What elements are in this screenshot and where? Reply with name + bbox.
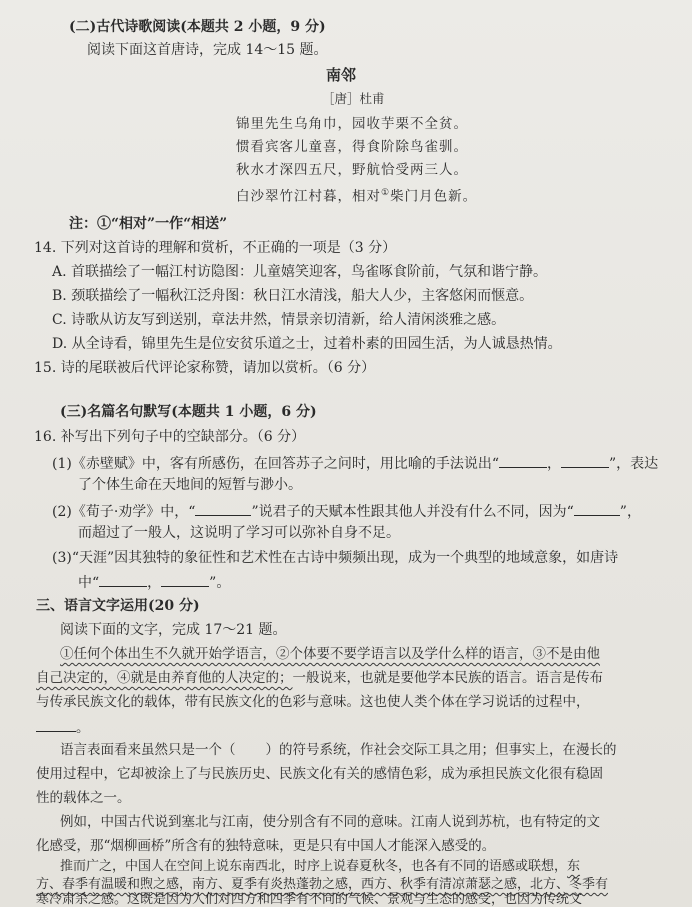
passage-p2-text-a: 语言表面看来虽然只是一个（ <box>60 742 236 758</box>
passage-p3-line-1: 例如，中国古代说到塞北与江南，使分别含有不同的意味。江南人说到苏杭，也有特定的文 <box>60 814 600 830</box>
passage-period: 。 <box>76 720 90 736</box>
q16-sentence-3-cont <box>78 572 230 592</box>
poem-line-2: 惯看宾客儿童喜，得食阶除鸟雀驯。 <box>236 139 468 155</box>
q16-s1-comma: ， <box>547 456 561 472</box>
passage-blank-1[interactable] <box>36 717 76 732</box>
q14-option-a: A. 首联描绘了一幅江村访隐图：儿童嬉笑迎客，鸟雀啄食阶前，气氛和谐宁静。 <box>52 264 548 280</box>
poem-line-4-head: 白沙翠竹江村暮，相对 <box>236 188 381 205</box>
section3-header: (三)名篇名句默写(本题共 1 小题，6 分) <box>60 404 317 420</box>
passage-p4-text-b: 东 <box>567 859 581 874</box>
passage-p1-line-3: 与传承民族文化的载体，带有民族文化的色彩与意味。这也使人类个体在学习说话的过程中， <box>36 694 590 710</box>
passage-p1-line-1-text: ①任何个体出生不久就开始学语言，②个体要不要学语言以及学什么样的语言，③不是由他 <box>60 646 600 662</box>
passage-p2-line-3: 性的载体之一。 <box>36 790 131 806</box>
poem-author: ［唐］杜甫 <box>322 91 385 106</box>
poem-note: 注：①“相对”一作“相送” <box>69 216 228 232</box>
passage-p4-line-3-rest: 这既是因为人们对四方和四季有不同的气候、景观与生态的感受，也因为传统文 <box>127 892 583 907</box>
part3-instruction: 阅读下面的文字，完成 17～21 题。 <box>60 622 287 638</box>
passage-p1-line-2-underlined: 自己决定的，④就是由养育他的人决定的； <box>36 670 293 686</box>
passage-p4-text-a: 推而广之，中国人在空间上说东南西北，时序上说春夏秋冬，也各有不同的语感或联想， <box>60 859 568 874</box>
passage-p2-line-2: 使用过程中，它却被涂上了与民族历史、民族文化有关的感情色彩，成为承担民族文化很有稳固 <box>36 766 603 782</box>
q16-sentence-2 <box>52 501 641 521</box>
q16-s2-text-b: ”说君子的天赋本性跟其他人并没有什么不同，因为“ <box>251 504 574 520</box>
q16-blank-1[interactable] <box>499 453 547 468</box>
q16-s2-text-c: ”， <box>619 504 641 520</box>
q16-blank-6[interactable] <box>161 572 209 587</box>
poem-line-4-tail: 柴门月色新。 <box>390 188 478 205</box>
passage-p4-line-3 <box>36 893 582 907</box>
passage-p3-line-2: 化感受，那“烟柳画桥”所含有的独特意味，更是只有中国人才能深入感受的。 <box>36 838 496 854</box>
passage-p4-line-1 <box>60 858 580 876</box>
q14-option-b: B. 颈联描绘了一幅秋江泛舟图：秋日江水清浅，船大人少，主客悠闲而惬意。 <box>52 288 534 304</box>
q16-s2-text-a: (2)《荀子·劝学》中，“ <box>52 504 196 520</box>
passage-p1-line-2 <box>36 669 603 687</box>
q16-blank-4[interactable] <box>574 501 620 516</box>
q16-s3-comma: ， <box>147 575 162 591</box>
q16-s3-text-d: ”。 <box>209 575 231 591</box>
q16-stem: 16. 补写出下列句子中的空缺部分。（6 分） <box>34 429 306 445</box>
passage-p2-line-1 <box>60 741 617 759</box>
q16-blank-3[interactable] <box>195 501 251 516</box>
q14-option-c: C. 诗歌从访友写到送别，章法井然，情景亲切清新，给人清闲淡雅之感。 <box>52 312 506 328</box>
poem-title: 南邻 <box>326 66 357 84</box>
q14-option-d: D. 从全诗看，锦里先生是位安贫乐道之士，过着朴素的田园生活，为人诚恳热情。 <box>52 336 562 352</box>
q16-s1-text-c: ”，表达 <box>609 456 659 472</box>
passage-p4-line-3-underlined: 寒冷肃杀之感。 <box>36 892 128 907</box>
q16-s3-text-b: 中“ <box>78 575 100 591</box>
q16-blank-5[interactable] <box>99 572 147 587</box>
q16-sentence-1-cont: 了个体生命在天地间的短暂与渺小。 <box>78 477 302 493</box>
q16-s1-text-a: (1)《赤壁赋》中，客有所感伤，在回答苏子之问时，用比喻的手法说出“ <box>52 456 499 472</box>
poem-line-4 <box>236 184 477 206</box>
q16-sentence-3: (3)“天涯”因其独特的象征性和艺术性在古诗中频频出现，成为一个典型的地域意象，如唐诗 <box>52 550 619 566</box>
passage-p1-line-1 <box>60 645 600 663</box>
section2-instruction: 阅读下面这首唐诗，完成 14～15 题。 <box>87 42 328 58</box>
q15-stem: 15. 诗的尾联被后代评论家称赞，请加以赏析。（6 分） <box>34 360 376 376</box>
part3-header: 三、语言文字运用(20 分) <box>36 598 200 614</box>
q14-stem: 14. 下列对这首诗的理解和赏析，不正确的一项是（3 分） <box>34 240 397 256</box>
footnote-mark: ① <box>381 188 391 198</box>
passage-p4-line-2-text: 方、春季有温暖和煦之感，南方、夏季有炎热蓬勃之感，西方、秋季有清凉萧瑟之感，北方、冬季有 <box>36 877 609 892</box>
poem-line-1: 锦里先生乌角巾，园收芋栗不全贫。 <box>236 116 468 132</box>
passage-p2-text-b: ）的符号系统，作社会交际工具之用；但事实上，在漫长的 <box>265 742 617 758</box>
section2-header: (二)古代诗歌阅读(本题共 2 小题，9 分) <box>69 19 326 35</box>
poem-line-3: 秋水才深四五尺，野航恰受两三人。 <box>236 162 468 178</box>
q16-sentence-2-cont: 而超过了一般人，这说明了学习可以弥补自身不足。 <box>78 525 400 541</box>
q16-blank-2[interactable] <box>561 453 609 468</box>
q16-sentence-1 <box>52 453 658 473</box>
passage-p1-line-4 <box>36 717 90 737</box>
passage-p1-line-2-rest: 一般说来，也就是要他学本民族的语言。语言是传布 <box>292 670 603 686</box>
